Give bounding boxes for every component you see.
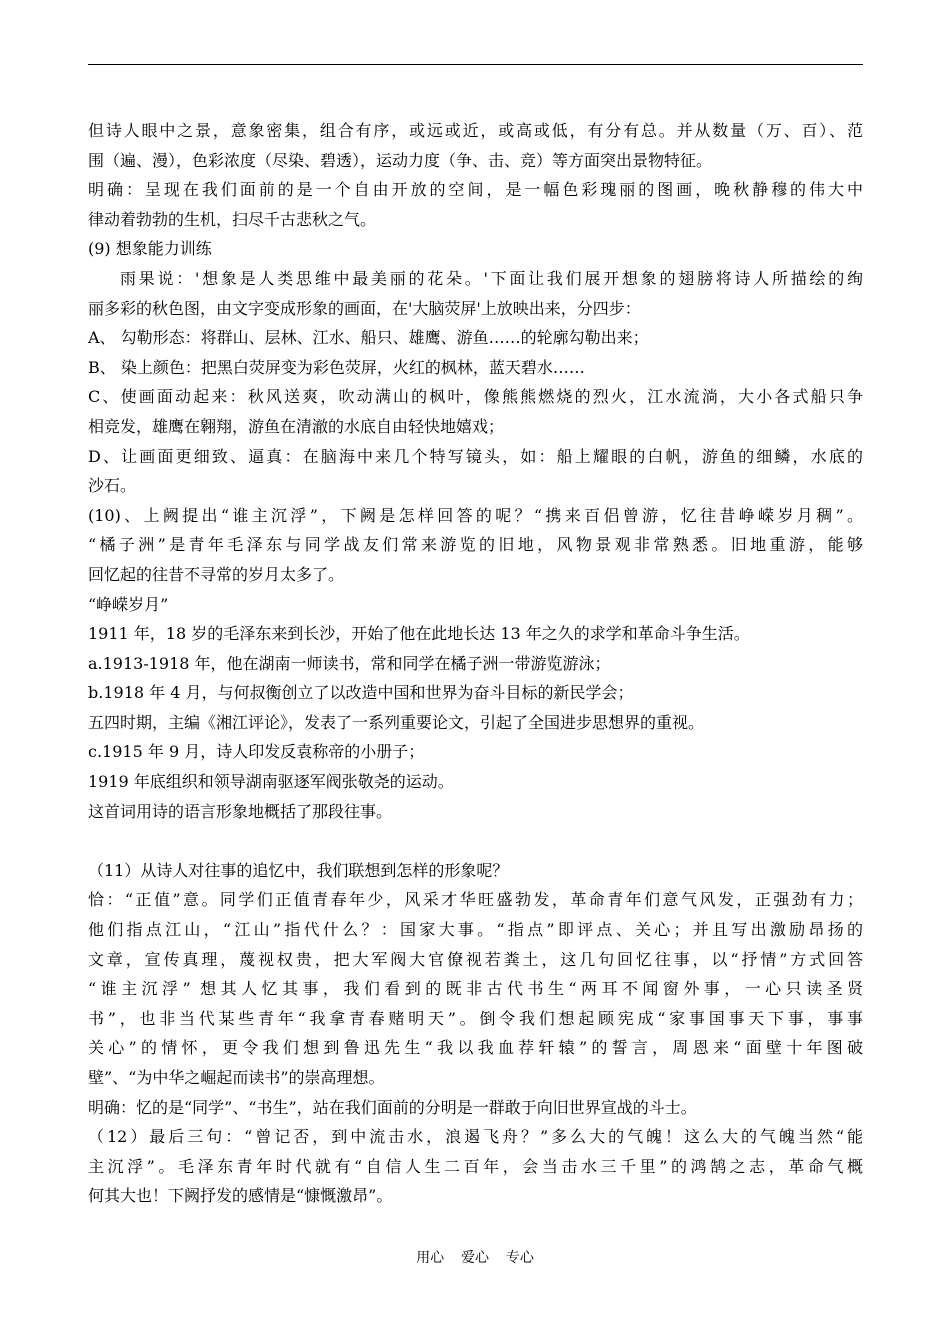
text-line: “谁主沉浮” 想其人忆其事，我们看到的既非古代书生“两耳不闻窗外事，一心只读圣贤 [88,979,863,999]
text-line: 丽多彩的秋色图，由文字变成形象的画面，在'大脑荧屏'上放映出来，分四步： [88,298,641,318]
text-line: 沙石。 [88,476,137,496]
text-line: 1919 年底组织和领导湖南驱逐军阀张敬尧的运动。 [88,772,454,792]
text-line: 但诗人眼中之景，意象密集，组合有序，或远或近，或高或低，有分有总。并从数量（万、百）、范 [88,121,863,140]
text-line: 回忆起的往昔不寻常的岁月太多了。 [88,564,345,584]
text-line: 明确：呈现在我们面前的是一个自由开放的空间，是一幅色彩瑰丽的图画，晚秋静穆的伟大中 [88,180,863,200]
list-item: A、 勾勒形态：将群山、层林、江水、船只、雄鹰、游鱼……的轮廓勾勒出来； [88,328,649,348]
blank-line [88,826,863,856]
text-line: 五四时期，主编《湘江评论》，发表了一系列重要论文，引起了全国进步思想界的重视。 [88,712,705,732]
header-rule [88,64,863,65]
text-line: 明确：忆的是“同学”、“书生”，站在我们面前的分明是一群敢于向旧世界宣战的斗士。 [88,1097,697,1117]
text-line: 相竞发，雄鹰在翱翔，游鱼在清澈的水底自由轻快地嬉戏； [88,416,505,436]
list-item: b.1918 年 4 月，与何叔衡创立了以改造中国和世界为奋斗目标的新民学会； [88,683,634,703]
text-line: 他们指点江山，“江山”指代什么？：国家大事。“指点”即评点、关心；并且写出激励昂扬的 [88,920,863,940]
text-line: 1911 年，18 岁的毛泽东来到长沙，开始了他在此地长达 13 年之久的求学和革命斗争生活。 [88,624,750,644]
list-item: c.1915 年 9 月，诗人印发反袁称帝的小册子； [88,742,425,762]
text-line: 书”，也非当代某些青年“我拿青春赌明天”。倒令我们想起顾宪成“家事国事天下事，事事 [88,1008,863,1028]
text-line: “橘子洲”是青年毛泽东与同学战友们常来游览的旧地，风物景观非常熟悉。旧地重游，能够 [88,535,863,555]
text-line: 雨果说：'想象是人类思维中最美丽的花朵。'下面让我们展开想象的翅膀将诗人所描绘的绚 [120,268,863,288]
text-line: 壁”、“为中华之崛起而读书”的崇高理想。 [88,1068,385,1087]
text-line: 围（遍、漫），色彩浓度（尽染、碧透），运动力度（争、击、竞）等方面突出景物特征。 [88,150,713,170]
text-line: 文章，宣传真理，蔑视权贵，把大军阀大官僚视若粪土，这几句回忆往事，以“抒情”方式回答 [88,949,863,969]
list-item: D、让画面更细致、逼真：在脑海中来几个特写镜头，如：船上耀眼的白帆，游鱼的细鳞，水底的 [88,446,863,466]
section-heading: （11）从诗人对往事的追忆中，我们联想到怎样的形象呢？ [88,860,509,880]
text-line: 这首词用诗的语言形象地概括了那段往事。 [88,801,393,821]
text-line: 关心”的情怀，更令我们想到鲁迅先生“我以我血荐轩辕”的誓言，周恩来“面壁十年图破 [88,1038,863,1058]
text-line: 恰：“正值”意。同学们正值青春年少，风采才华旺盛勃发，革命青年们意气风发，正强劲有力； [88,890,863,910]
section-heading: （12）最后三句：“曾记否，到中流击水，浪遏飞舟？”多么大的气魄！这么大的气魄当然“能 [88,1127,863,1147]
document-body [88,116,863,1211]
text-line: “峥嵘岁月” [88,594,169,614]
text-line: 主沉浮”。毛泽东青年时代就有“自信人生二百年，会当击水三千里”的鸿鹄之志，革命气概 [88,1156,863,1176]
text-line: 何其大也！下阙抒发的感情是“慷慨激昂”。 [88,1186,393,1206]
list-item: C、使画面动起来：秋风送爽，吹动满山的枫叶，像熊熊燃烧的烈火，江水流淌，大小各式船只争 [88,387,863,407]
section-heading: (10)、上阙提出“谁主沉浮”，下阙是怎样回答的呢？“携来百侣曾游，忆往昔峥嵘岁月稠”。 [88,505,863,525]
page-footer: 用心 爱心 专心 [416,1250,534,1266]
list-item: a.1913-1918 年，他在湖南一师读书，常和同学在橘子洲一带游览游泳； [88,653,611,673]
list-item: B、 染上颜色：把黑白荧屏变为彩色荧屏，火红的枫林，蓝天碧水…… [88,357,585,377]
section-heading: (9) 想象能力训练 [88,239,212,259]
text-line: 律动着勃勃的生机，扫尽千古悲秋之气。 [88,209,377,229]
